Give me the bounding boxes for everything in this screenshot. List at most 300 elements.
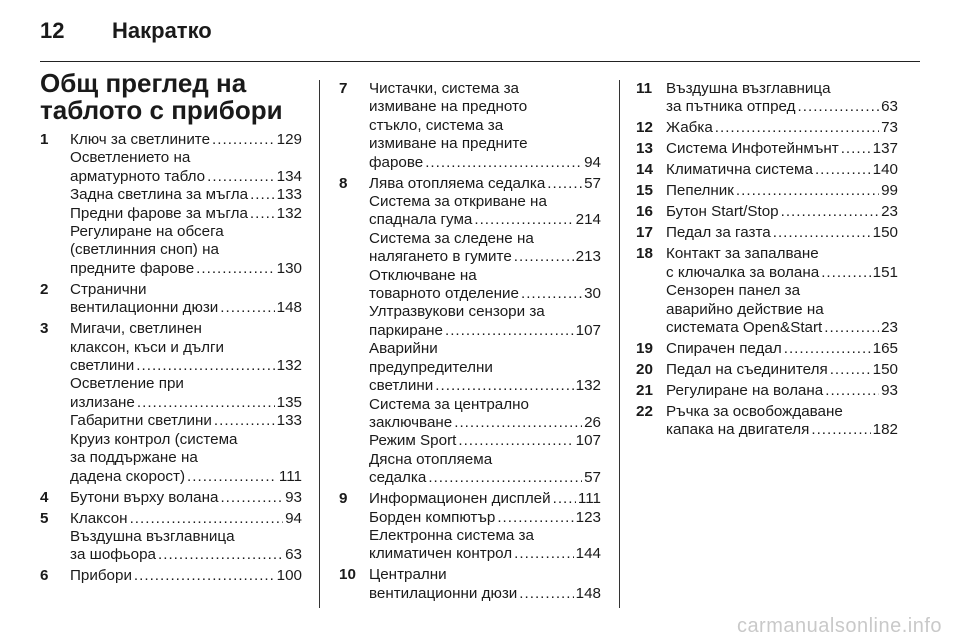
index-line	[369, 451, 601, 469]
dot-leader	[547, 175, 582, 193]
index-line[interactable]	[70, 510, 302, 528]
page-reference: 130	[276, 259, 302, 277]
index-entry	[636, 161, 898, 179]
entry-text: Ултразвукови сензори за	[369, 303, 545, 321]
dot-leader	[221, 241, 300, 259]
entry-text: Аварийни	[369, 340, 438, 358]
page-reference: 26	[584, 413, 601, 431]
index-line[interactable]	[70, 205, 302, 223]
page-reference: 213	[575, 248, 601, 266]
index-entry	[636, 361, 898, 379]
entry-text: измиване на предните	[369, 135, 528, 153]
entry-number: 21	[636, 382, 653, 400]
dot-leader	[821, 245, 896, 263]
page-reference: 94	[584, 153, 601, 171]
page-reference: 148	[575, 584, 601, 602]
page-reference: 132	[276, 357, 302, 375]
page-reference: 123	[575, 508, 601, 526]
entry-text: Система за централно	[369, 395, 529, 413]
page-reference: 165	[872, 340, 898, 358]
entry-text: Сензорен панел за	[666, 282, 801, 300]
index-line[interactable]	[666, 98, 898, 116]
entry-number: 9	[339, 490, 348, 508]
index-line	[369, 303, 601, 321]
index-line	[70, 149, 302, 167]
index-entry	[40, 510, 302, 565]
entry-text: Осветление при	[70, 375, 184, 393]
entry-text: Отключване на	[369, 266, 477, 284]
index-line[interactable]	[666, 140, 898, 158]
index-entry	[339, 175, 601, 488]
page-reference: 132	[276, 204, 302, 222]
dot-leader	[226, 223, 300, 241]
entry-number: 16	[636, 203, 653, 221]
index-entry	[636, 182, 898, 200]
entry-text: Борден компютър	[369, 508, 496, 526]
entry-text: Мигачи, светлинен	[70, 320, 202, 338]
dot-leader	[815, 161, 871, 179]
page-reference: 133	[276, 412, 302, 430]
index-line[interactable]	[70, 357, 302, 375]
page-reference: 150	[872, 224, 898, 242]
entry-text: (светлинния сноп) на	[70, 241, 219, 259]
index-entry	[40, 320, 302, 486]
entry-text: седалка	[369, 469, 427, 487]
index-entry	[636, 224, 898, 242]
index-line	[369, 396, 601, 414]
entry-text: фарове	[369, 153, 424, 171]
page-reference: 63	[881, 98, 898, 116]
dot-leader	[186, 375, 300, 393]
entry-text: Въздушна възглавница	[70, 527, 235, 545]
page-reference: 151	[872, 263, 898, 281]
page-reference: 214	[575, 211, 601, 229]
index-line	[369, 117, 601, 135]
page-reference: 63	[285, 546, 302, 564]
index-line[interactable]	[369, 175, 601, 193]
index-line[interactable]	[70, 260, 302, 278]
index-line	[70, 320, 302, 338]
index-line[interactable]	[666, 319, 898, 337]
entry-number: 5	[40, 509, 49, 527]
entry-number: 15	[636, 182, 653, 200]
entry-text: климатичен контрол	[369, 545, 513, 563]
dot-leader	[553, 490, 576, 508]
dot-leader	[214, 412, 275, 430]
entry-text: заключване	[369, 413, 453, 431]
dot-leader	[825, 382, 879, 400]
page-reference: 100	[276, 567, 302, 585]
dot-leader	[454, 414, 582, 432]
entry-text: системата Open&Start	[666, 319, 823, 337]
dot-leader	[833, 80, 896, 98]
index-line[interactable]	[70, 186, 302, 204]
entry-text: светлини	[369, 377, 434, 395]
index-line	[369, 566, 601, 584]
index-line	[369, 527, 601, 545]
entry-text: дадена скорост)	[70, 467, 186, 485]
entry-text: Ръчка за освобождаване	[666, 403, 843, 421]
index-line[interactable]	[666, 361, 898, 379]
entry-number: 8	[339, 174, 348, 192]
dot-leader	[781, 203, 879, 221]
index-line	[70, 449, 302, 467]
index-line	[70, 375, 302, 393]
index-line[interactable]	[369, 490, 601, 508]
index-entry	[40, 489, 302, 507]
entry-text: арматурното табло	[70, 167, 206, 185]
header-rule	[40, 61, 920, 62]
entry-text: Система за следене на	[369, 229, 534, 247]
index-line	[369, 340, 601, 358]
dot-leader	[715, 119, 879, 137]
index-line[interactable]	[70, 412, 302, 430]
dot-leader	[130, 510, 284, 528]
index-line[interactable]	[369, 414, 601, 432]
entry-text: Климатична система	[666, 161, 813, 179]
index-entry	[339, 80, 601, 172]
index-line[interactable]	[666, 340, 898, 358]
entry-number: 20	[636, 361, 653, 379]
dot-leader	[237, 528, 300, 546]
dot-leader	[736, 182, 879, 200]
entry-text: с ключалка за волана	[666, 263, 820, 281]
dot-leader	[784, 340, 871, 358]
entry-text: Режим Sport	[369, 432, 457, 450]
dot-leader	[514, 545, 574, 563]
entry-text: светлини	[70, 357, 135, 375]
dot-leader	[220, 299, 274, 317]
index-line	[666, 301, 898, 319]
entry-text: Осветлението на	[70, 149, 191, 167]
index-line[interactable]	[70, 468, 302, 486]
dot-leader	[435, 377, 573, 395]
entry-text: за пътника отпред	[666, 98, 796, 116]
dot-leader	[239, 431, 300, 449]
index-entry	[40, 567, 302, 585]
entry-text: Регулиране на волана	[666, 382, 824, 400]
dot-leader	[445, 322, 574, 340]
page-reference: 23	[881, 319, 898, 337]
entry-number: 6	[40, 567, 49, 585]
dot-leader	[497, 509, 573, 527]
entry-text: вентилационни дюзи	[70, 299, 219, 317]
index-line[interactable]	[70, 168, 302, 186]
index-line	[369, 135, 601, 153]
dot-leader	[549, 193, 599, 211]
dot-leader	[148, 281, 300, 299]
entry-number: 19	[636, 340, 653, 358]
dot-leader	[826, 301, 896, 319]
index-line	[369, 230, 601, 248]
dot-leader	[530, 135, 599, 153]
entry-text: клаксон, къси и дълги	[70, 338, 225, 356]
dot-leader	[226, 339, 300, 357]
entry-text: стъкло, система за	[369, 116, 504, 134]
page-reference: 144	[575, 545, 601, 563]
index-line	[70, 528, 302, 546]
dot-leader	[514, 248, 574, 266]
index-entry	[339, 490, 601, 564]
entry-text: Педал на съединителя	[666, 361, 828, 379]
entry-text: Бутон Start/Stop	[666, 203, 779, 221]
dot-leader	[200, 449, 300, 467]
entry-text: Контакт за запалване	[666, 245, 819, 263]
dot-leader	[449, 566, 599, 584]
index-line	[666, 80, 898, 98]
page-reference: 30	[584, 285, 601, 303]
dot-leader	[428, 469, 582, 487]
index-line[interactable]	[666, 161, 898, 179]
dot-leader	[192, 149, 300, 167]
index-line	[369, 80, 601, 98]
index-line[interactable]	[369, 509, 601, 527]
entry-text: Дясна отопляема	[369, 450, 493, 468]
index-line[interactable]	[666, 382, 898, 400]
dot-leader	[136, 357, 274, 375]
index-entry	[636, 403, 898, 440]
index-line[interactable]	[369, 322, 601, 340]
entry-text: Система за откриване на	[369, 193, 547, 211]
dot-leader	[425, 154, 582, 172]
entry-number: 7	[339, 80, 348, 97]
index-line[interactable]	[369, 285, 601, 303]
index-line[interactable]	[369, 545, 601, 563]
index-entry	[636, 382, 898, 400]
dot-leader	[158, 546, 283, 564]
entry-text: вентилационни дюзи	[369, 584, 518, 602]
dot-leader	[519, 585, 573, 603]
entry-text: Клаксон	[70, 509, 128, 527]
index-line[interactable]	[666, 182, 898, 200]
page-header	[40, 18, 212, 48]
index-line	[70, 431, 302, 449]
index-line[interactable]	[369, 377, 601, 395]
entry-text: Въздушна възглавница	[666, 80, 831, 97]
index-entry	[636, 140, 898, 158]
page-reference: 99	[881, 182, 898, 200]
dot-leader	[531, 396, 599, 414]
index-line	[666, 282, 898, 300]
index-line[interactable]	[70, 489, 302, 507]
entry-text: Ключ за светлините	[70, 131, 211, 148]
index-entry	[636, 80, 898, 117]
dot-leader	[458, 432, 573, 450]
page-reference: 111	[278, 467, 302, 485]
entry-text: капака на двигателя	[666, 421, 810, 439]
index-line[interactable]	[666, 203, 898, 221]
dot-leader	[250, 205, 275, 223]
index-line	[70, 339, 302, 357]
index-line	[666, 403, 898, 421]
dot-leader	[773, 224, 871, 242]
entry-number: 4	[40, 488, 49, 506]
entry-text: Система Инфотейнмънт	[666, 140, 839, 158]
dot-leader	[824, 319, 879, 337]
entry-text: налягането в гумите	[369, 248, 512, 266]
entry-text: Габаритни светлини	[70, 412, 212, 430]
index-line[interactable]	[70, 567, 302, 585]
entry-number: 22	[636, 403, 653, 421]
dot-leader	[187, 468, 277, 486]
page-reference: 111	[577, 490, 601, 508]
dot-leader	[137, 394, 275, 412]
entry-text: товарното отделение	[369, 285, 519, 303]
page-reference: 93	[285, 488, 302, 506]
page-number: 12	[40, 18, 65, 43]
dot-leader	[494, 451, 599, 469]
entry-number: 18	[636, 245, 653, 263]
entry-text: Педал за газта	[666, 224, 771, 242]
dot-leader	[196, 260, 275, 278]
entry-text: измиване на предното	[369, 98, 528, 116]
entry-text: аварийно действие на	[666, 300, 824, 318]
index-column-3	[636, 80, 898, 442]
page-reference: 135	[276, 393, 302, 411]
index-line[interactable]	[369, 432, 601, 450]
index-entry	[636, 203, 898, 221]
index-line	[369, 98, 601, 116]
dot-leader	[529, 98, 599, 116]
page-reference: 148	[276, 299, 302, 317]
index-line	[666, 245, 898, 263]
index-line[interactable]	[70, 546, 302, 564]
index-entry	[40, 131, 302, 278]
index-line	[70, 223, 302, 241]
entry-text: за поддържане на	[70, 449, 198, 467]
page-reference: 73	[881, 119, 898, 137]
entry-number: 12	[636, 119, 653, 137]
dot-leader	[479, 267, 599, 285]
dot-leader	[845, 403, 896, 421]
dot-leader	[212, 131, 275, 149]
entry-text: Предни фарове за мъгла	[70, 204, 248, 222]
index-entry	[636, 340, 898, 358]
entry-text: Спирачен педал	[666, 340, 782, 358]
entry-number: 3	[40, 320, 49, 338]
index-line	[70, 241, 302, 259]
dot-leader	[505, 117, 599, 135]
index-line[interactable]	[369, 211, 601, 229]
index-column-1	[40, 131, 302, 588]
entry-text: Чистачки, система за	[369, 80, 519, 97]
index-entry	[636, 245, 898, 337]
page-reference: 23	[881, 203, 898, 221]
index-line[interactable]	[369, 469, 601, 487]
index-line	[369, 193, 601, 211]
entry-number: 14	[636, 161, 653, 179]
dot-leader	[536, 527, 599, 545]
entry-text: Електронна система за	[369, 526, 534, 544]
dot-leader	[495, 359, 599, 377]
column-divider-1	[319, 80, 320, 608]
entry-text: излизане	[70, 393, 135, 411]
chapter-title: Накратко	[112, 18, 212, 43]
index-line[interactable]	[666, 224, 898, 242]
page-reference: 94	[285, 509, 302, 527]
index-line[interactable]	[70, 394, 302, 412]
entry-number: 11	[636, 80, 653, 97]
dot-leader	[811, 421, 870, 439]
page-reference: 140	[872, 161, 898, 179]
dot-leader	[802, 282, 896, 300]
dot-leader	[841, 140, 871, 158]
entry-number: 10	[339, 566, 356, 584]
page-reference: 150	[872, 361, 898, 379]
dot-leader	[536, 230, 599, 248]
section-title: Общ преглед на таблото с прибори	[40, 68, 283, 125]
dot-leader	[821, 264, 870, 282]
entry-number: 17	[636, 224, 653, 242]
watermark: carmanualsonline.info	[736, 615, 942, 637]
index-line	[369, 359, 601, 377]
entry-text: Централни	[369, 566, 447, 584]
dot-leader	[521, 80, 599, 98]
index-line[interactable]	[369, 154, 601, 172]
dot-leader	[521, 285, 582, 303]
index-entry	[40, 281, 302, 318]
entry-text: паркиране	[369, 321, 443, 339]
entry-text: Прибори	[70, 567, 132, 585]
index-entry	[339, 566, 601, 603]
index-line[interactable]	[666, 119, 898, 137]
index-line	[70, 281, 302, 299]
page-reference: 132	[575, 377, 601, 395]
entry-text: Информационен дисплей	[369, 490, 551, 508]
dot-leader	[204, 320, 300, 338]
entry-number: 1	[40, 131, 49, 148]
entry-text: Бутони върху волана	[70, 488, 219, 506]
entry-text: предупредителни	[369, 358, 493, 376]
index-line[interactable]	[666, 264, 898, 282]
index-column-2	[339, 80, 601, 606]
dot-leader	[207, 168, 275, 186]
entry-number: 2	[40, 280, 49, 298]
entry-text: спаднала гума	[369, 211, 473, 229]
page-reference: 57	[584, 469, 601, 487]
entry-text: Задна светлина за мъгла	[70, 186, 249, 204]
entry-number: 13	[636, 140, 653, 158]
entry-text: Лява отопляема седалка	[369, 174, 546, 192]
index-line[interactable]	[369, 248, 601, 266]
dot-leader	[798, 98, 880, 116]
page-reference: 93	[881, 382, 898, 400]
page-reference: 57	[584, 174, 601, 192]
entry-text: Жабка	[666, 119, 713, 137]
entry-text: за шофьора	[70, 546, 157, 564]
dot-leader	[134, 567, 275, 585]
index-line[interactable]	[369, 585, 601, 603]
page-reference: 182	[872, 421, 898, 439]
entry-text: Пепелник	[666, 182, 734, 200]
dot-leader	[220, 489, 283, 507]
index-line[interactable]	[70, 299, 302, 317]
dot-leader	[440, 340, 599, 358]
index-line[interactable]	[70, 131, 302, 149]
entry-text: предните фарове	[70, 259, 195, 277]
dot-leader	[830, 361, 871, 379]
dot-leader	[474, 211, 573, 229]
index-line[interactable]	[666, 421, 898, 439]
dot-leader	[250, 186, 275, 204]
index-entry	[636, 119, 898, 137]
page-reference: 129	[276, 131, 302, 148]
dot-leader	[547, 303, 599, 321]
page-reference: 134	[276, 167, 302, 185]
page-reference: 107	[575, 321, 601, 339]
index-line	[369, 267, 601, 285]
page-reference: 107	[575, 432, 601, 450]
